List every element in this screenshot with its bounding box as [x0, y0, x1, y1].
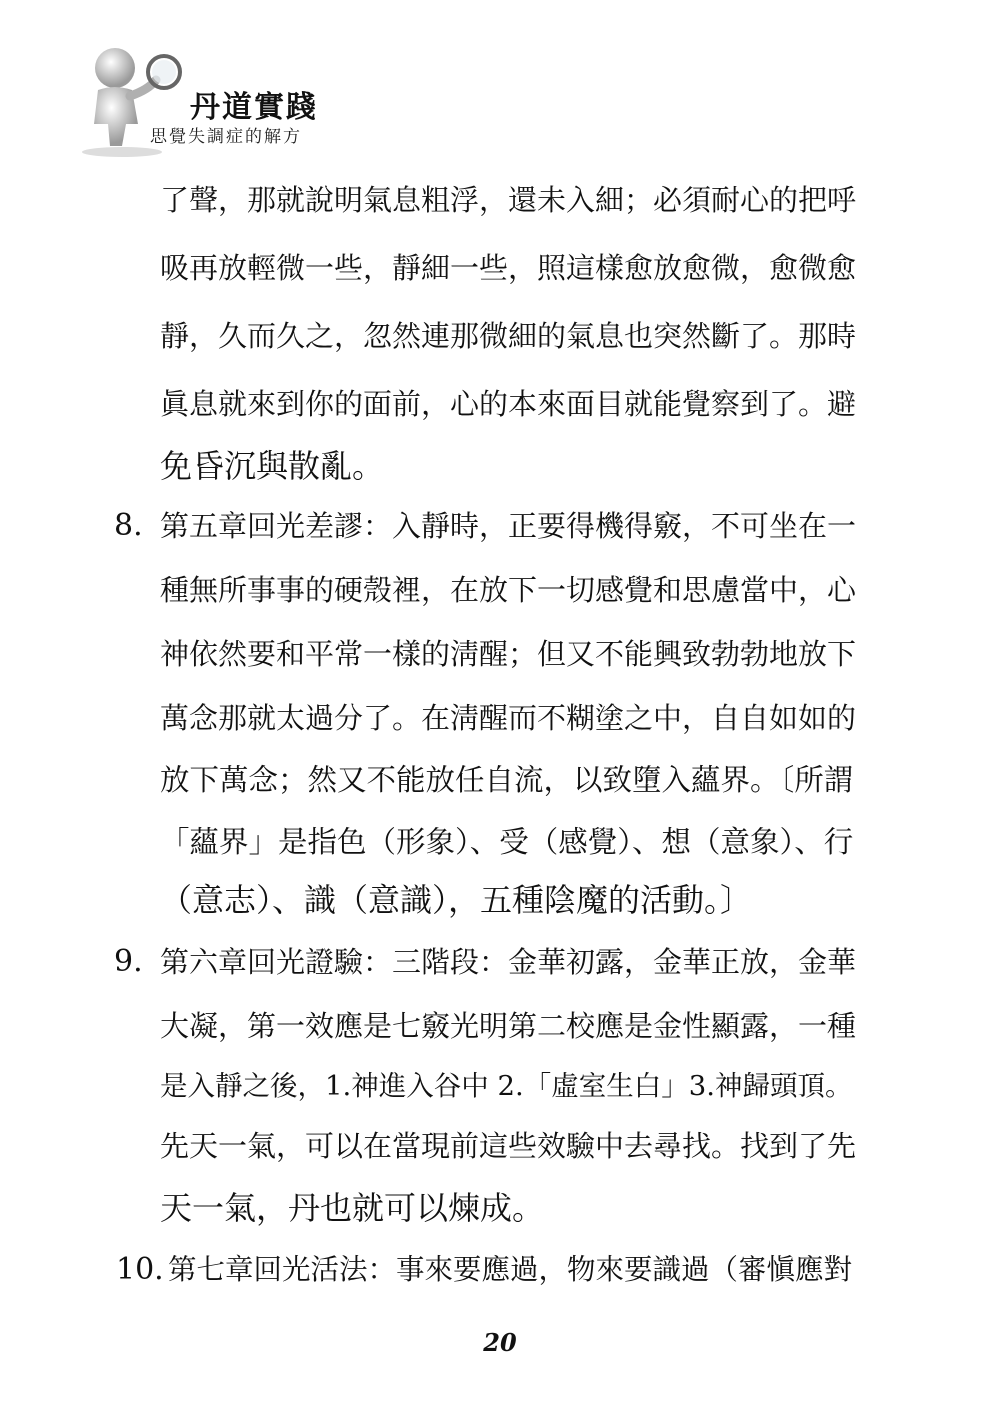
list-item-number: 8.: [114, 508, 143, 543]
text-line: 了聲，那就說明氣息粗浮，還未入細；必須耐心的把呼: [160, 183, 857, 217]
text-line: 種無所事事的硬殼裡，在放下一切感覺和思慮當中，心: [160, 573, 857, 607]
list-item-number: 9.: [114, 944, 143, 979]
text-line: 免昏沉與散亂。: [160, 447, 385, 485]
text-line: 先天一氣，可以在當現前這些效驗中去尋找。找到了先: [160, 1129, 857, 1163]
page-header: [60, 40, 380, 160]
book-title: 丹道實踐: [190, 90, 318, 125]
text-line: 放下萬念；然又不能放任自流，以致墮入蘊界。〔所謂: [160, 763, 854, 797]
text-line: 天一氣，丹也就可以煉成。: [160, 1189, 545, 1227]
text-line: 第七章回光活法：事來要應過，物來要識過（審愼應對: [168, 1253, 853, 1286]
text-line: 是入靜之後，1.神進入谷中 2.「虛室生白」3.神歸頭頂。: [160, 1070, 853, 1102]
book-subtitle: 思覺失調症的解方: [150, 127, 302, 147]
text-line: 第五章回光差謬：入靜時，正要得機得竅，不可坐在一: [160, 509, 857, 543]
list-item-number: 10.: [116, 1252, 164, 1287]
page-number: 20: [483, 1328, 517, 1357]
text-line: （意志）、識（意識），五種陰魔的活動。〕: [160, 881, 753, 919]
text-line: 神依然要和平常一樣的淸醒；但又不能興致勃勃地放下: [160, 637, 857, 671]
text-line: 「蘊界」是指色（形象）、受（感覺）、想（意象）、行: [160, 825, 854, 859]
text-line: 眞息就來到你的面前，心的本來面目就能覺察到了。避: [160, 387, 857, 421]
text-line: 萬念那就太過分了。在淸醒而不糊塗之中，自自如如的: [160, 701, 857, 735]
text-line: 大凝，第一效應是七竅光明第二校應是金性顯露，一種: [160, 1009, 857, 1043]
text-line: 第六章回光證驗：三階段：金華初露，金華正放，金華: [160, 945, 857, 979]
text-line: 靜，久而久之，忽然連那微細的氣息也突然斷了。那時: [160, 319, 857, 353]
text-line: 吸再放輕微一些，靜細一些，照這樣愈放愈微，愈微愈: [160, 251, 857, 285]
